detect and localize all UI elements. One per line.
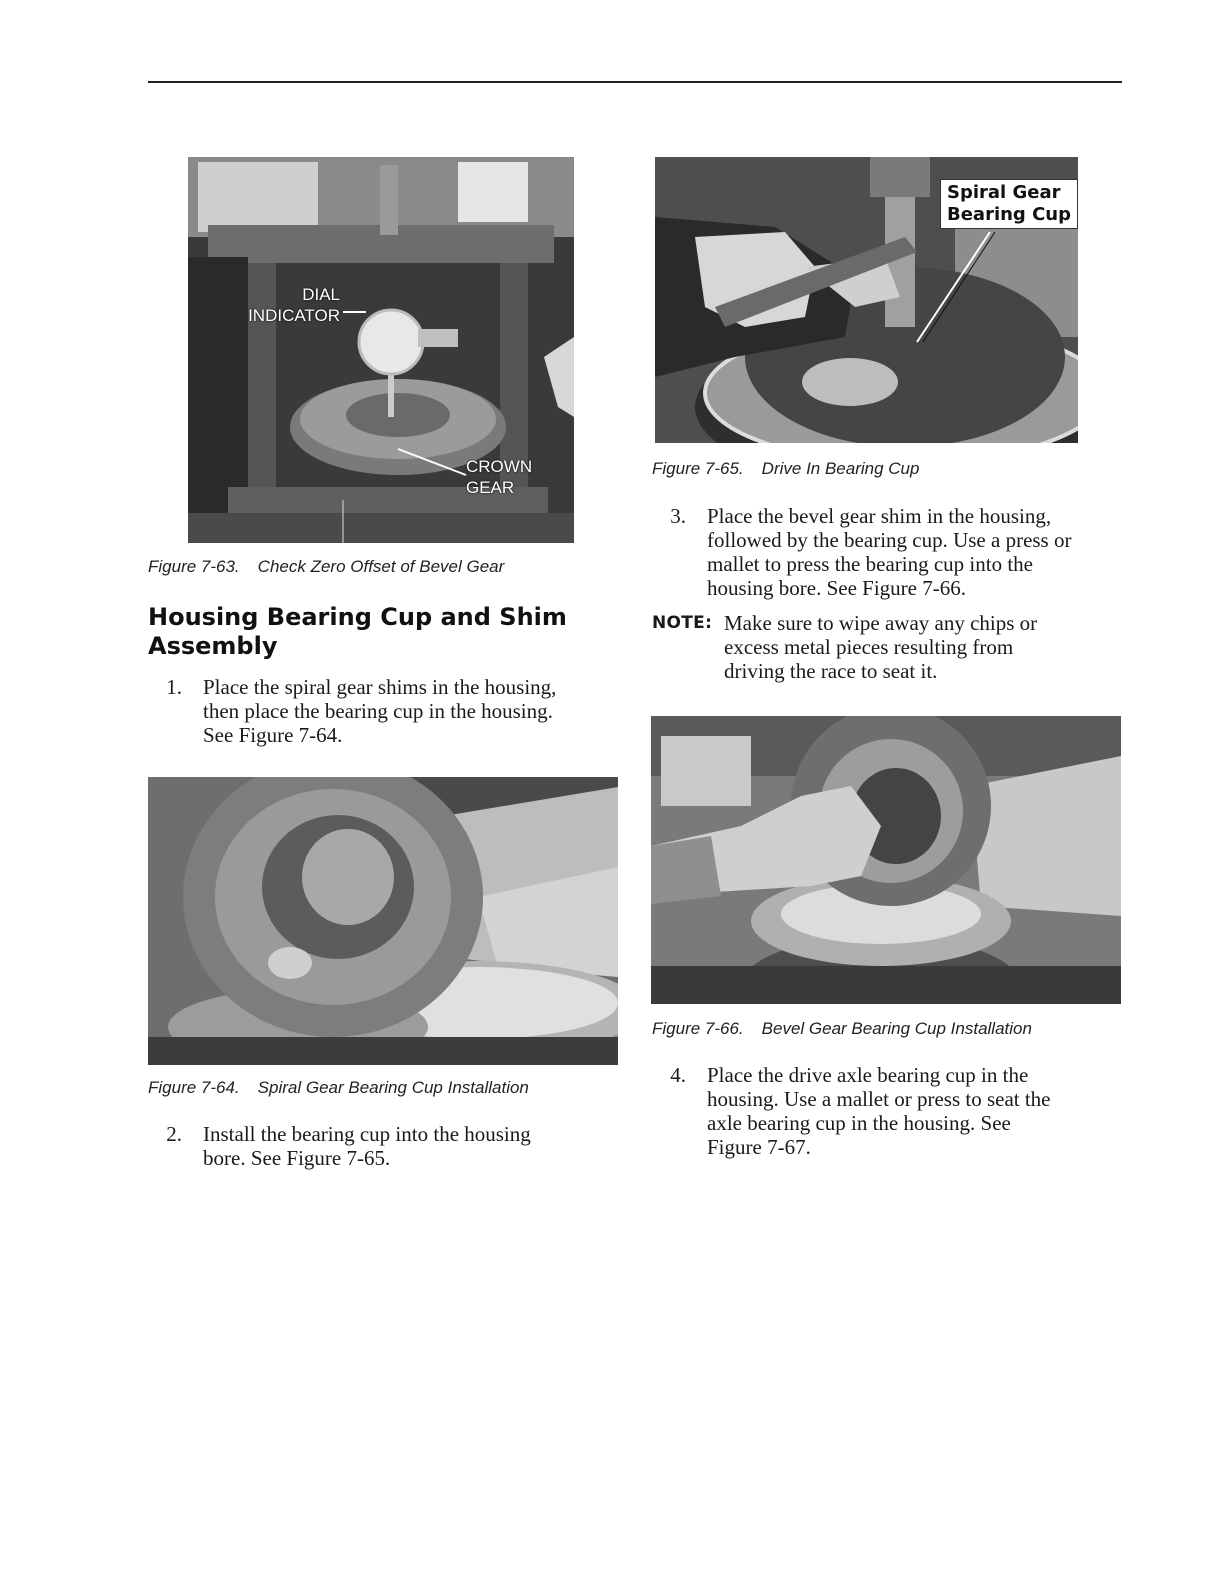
- spiral-gear-bearing-cup-label: Spiral Gear Bearing Cup: [940, 179, 1078, 229]
- step-4: 4. Place the drive axle bearing cup in the housing. Use a mallet or press to seat the axle bearing cup in the housing. See Figure 7-67.: [670, 1063, 1051, 1159]
- figure-7-66-caption: Figure 7-66. Bevel Gear Bearing Cup Installation: [652, 1019, 1032, 1038]
- step-1: 1. Place the spiral gear shims in the housing, then place the bearing cup in the housing. See Figure 7-64.: [166, 675, 557, 747]
- figure-7-64-photo: [148, 777, 618, 1065]
- figure-7-64-caption: Figure 7-64. Spiral Gear Bearing Cup Installation: [148, 1078, 529, 1097]
- dial-indicator-label: DIAL INDICATOR: [248, 285, 340, 325]
- figure-7-63-caption: Figure 7-63. Check Zero Offset of Bevel Gear: [148, 557, 505, 576]
- header-rule: [148, 81, 1122, 83]
- step-2: 2. Install the bearing cup into the housing bore. See Figure 7-65.: [166, 1122, 531, 1170]
- figure-7-65-caption: Figure 7-65. Drive In Bearing Cup: [652, 459, 920, 478]
- figure-7-66-photo: [651, 716, 1121, 1004]
- note-label: NOTE:: [652, 613, 713, 633]
- step-3: 3. Place the bevel gear shim in the housing, followed by the bearing cup. Use a press or mallet to press the bearing cup into the housing bore. See Figure 7-66.: [670, 504, 1072, 600]
- section-heading: Housing Bearing Cup and Shim Assembly: [148, 603, 567, 660]
- crown-gear-label: CROWN GEAR: [466, 457, 533, 497]
